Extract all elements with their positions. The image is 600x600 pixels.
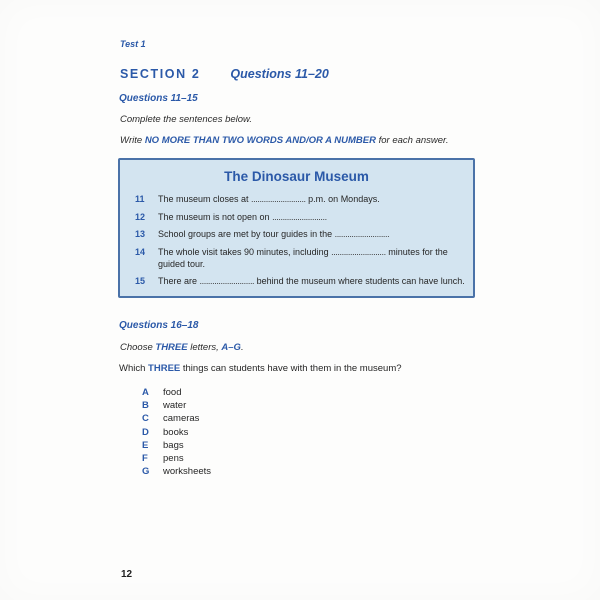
part1-instruction: Complete the sentences below. (120, 114, 253, 125)
section-heading (120, 67, 329, 81)
word-limit-emphasis: NO MORE THAN TWO WORDS AND/OR A NUMBER (144, 135, 376, 146)
word-limit-instruction (120, 135, 449, 146)
question-post: behind the museum where students can have lunch. (254, 276, 465, 286)
part2-heading: Questions 16–18 (119, 320, 199, 331)
option-letter: C (142, 413, 149, 425)
option-letter: G (142, 466, 150, 478)
answer-blank: .......................... (331, 246, 386, 257)
question-number: 13 (135, 229, 146, 239)
option-row-b (142, 401, 211, 411)
write-prefix: Write (120, 135, 145, 146)
option-label: food (163, 387, 182, 398)
multi-choice-question (119, 363, 402, 374)
question-row-11 (135, 193, 465, 205)
option-row-f (142, 454, 211, 464)
question-number: 11 (135, 194, 145, 204)
option-label: bags (163, 439, 184, 451)
question-text (158, 193, 465, 205)
question-list (120, 193, 473, 287)
answer-blank: .......................... (334, 229, 390, 239)
question-pre: The museum is not open on (158, 211, 273, 222)
question-post: p.m. on Mondays. (305, 194, 380, 204)
choose-instruction (120, 342, 244, 353)
option-row-c (142, 414, 211, 424)
question-row-12 (135, 211, 465, 223)
option-label: worksheets (163, 466, 212, 478)
option-letter: B (142, 400, 149, 412)
section-title: SECTION 2 (120, 67, 201, 81)
question-row-14 (135, 246, 465, 270)
write-suffix: for each answer. (375, 135, 449, 146)
page-number: 12 (121, 569, 133, 580)
option-row-a (142, 388, 211, 398)
question-text (158, 275, 465, 287)
option-row-g (142, 467, 211, 477)
question-row-13 (135, 228, 465, 240)
choose-emphasis-range: A–G (221, 342, 241, 353)
option-row-d (142, 428, 211, 438)
option-letter: F (142, 452, 148, 464)
option-label: water (163, 400, 187, 412)
question-box (118, 158, 475, 298)
question-suffix: things can students have with them in the museum? (180, 363, 402, 374)
choose-emphasis-three: THREE (155, 342, 188, 353)
answer-blank: .......................... (272, 211, 327, 222)
choose-mid: letters, (187, 342, 222, 353)
question-number: 14 (135, 246, 146, 257)
options-list (142, 388, 211, 480)
question-pre: The museum closes at (158, 194, 252, 204)
option-label: books (163, 426, 189, 438)
part1-heading: Questions 11–15 (119, 93, 198, 104)
question-post: minutes for the guided tour. (158, 246, 448, 269)
question-text (158, 228, 465, 240)
question-row-15 (135, 275, 465, 287)
question-pre: The whole visit takes 90 minutes, including (158, 246, 332, 257)
question-pre: There are (158, 276, 200, 286)
choose-suffix: . (240, 342, 244, 353)
choose-prefix: Choose (120, 342, 156, 353)
question-text (158, 211, 465, 223)
option-letter: E (142, 439, 149, 451)
option-letter: D (142, 426, 149, 438)
option-row-e (142, 441, 211, 451)
question-emphasis: THREE (148, 363, 181, 374)
option-letter: A (142, 387, 149, 398)
question-box-title: The Dinosaur Museum (224, 169, 369, 184)
running-header: Test 1 (120, 39, 146, 49)
question-text (158, 246, 465, 270)
option-label: cameras (163, 413, 200, 425)
answer-blank: .......................... (251, 194, 306, 204)
question-number: 15 (135, 276, 146, 286)
answer-blank: .......................... (199, 276, 255, 286)
question-pre: School groups are met by tour guides in the (158, 229, 335, 239)
option-label: pens (163, 452, 184, 464)
question-prefix: Which (119, 363, 149, 374)
question-number: 12 (135, 211, 146, 222)
section-question-range: Questions 11–20 (230, 67, 329, 81)
